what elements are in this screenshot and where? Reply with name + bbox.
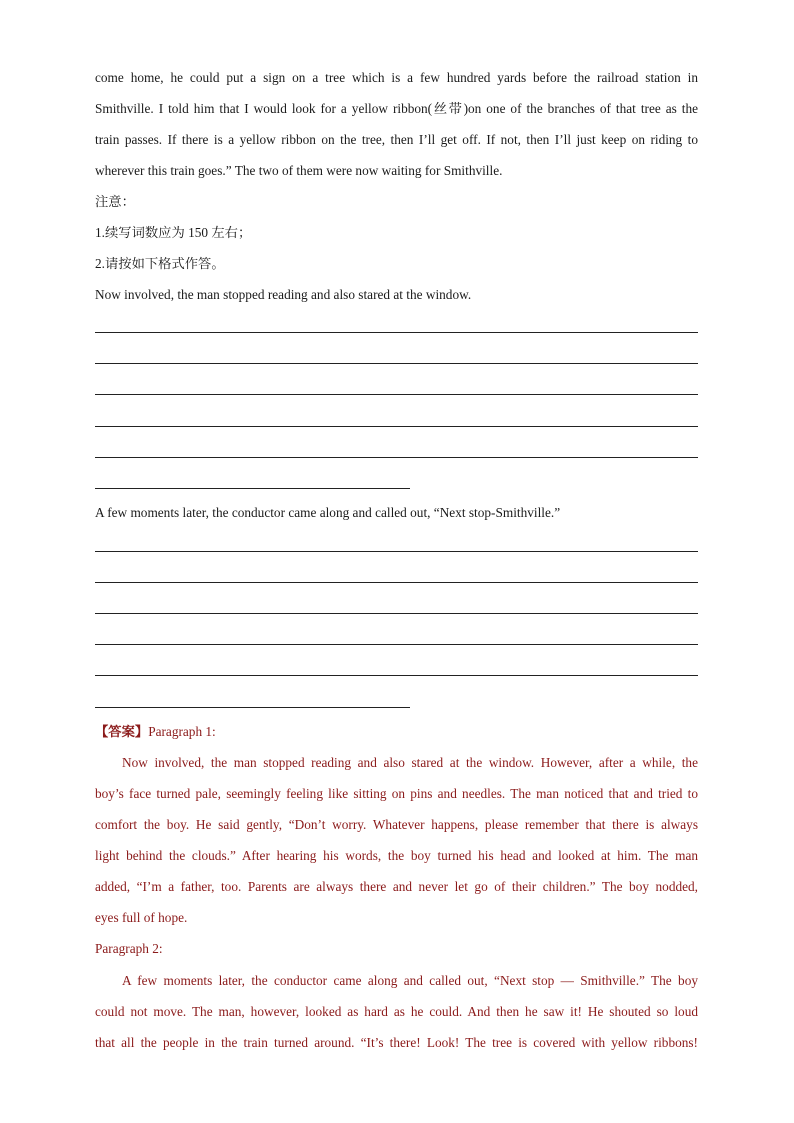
story-line: Smithville. I told him that I would look for a yellow ribbon(丝带)on one of the branches of that tree as the xyxy=(95,101,698,116)
answer-line: eyes full of hope. xyxy=(95,910,188,925)
story-line: wherever this train goes.” The two of them were now waiting for Smithville. xyxy=(95,163,503,178)
answer-line: boy’s face turned pale, seemingly feeling like sitting on pins and needles. The man noticed that and tried to xyxy=(95,786,698,801)
writing-line xyxy=(95,457,698,458)
writing-line xyxy=(95,426,698,427)
answer-header xyxy=(95,716,698,747)
writing-line xyxy=(95,332,698,333)
answer-line: Now involved, the man stopped reading and also stared at the window. However, after a while, the xyxy=(122,755,698,770)
prompt-paragraph-2: A few moments later, the conductor came along and called out, “Next stop-Smithville.” xyxy=(95,505,561,520)
answer-line: could not move. The man, however, looked as hard as he could. And then he saw it! He shouted so loud xyxy=(95,1004,698,1019)
writing-line xyxy=(95,488,410,489)
prompt-paragraph-1: Now involved, the man stopped reading and also stared at the window. xyxy=(95,287,472,302)
notes-heading: 注意： xyxy=(95,194,135,209)
notes-item: 2.请按如下格式作答。 xyxy=(95,256,225,271)
notes-item: 1.续写词数应为 150 左右； xyxy=(95,225,252,240)
answer-line: added, “I’m a father, too. Parents are always there and never let go of their children.” The boy nodded, xyxy=(95,879,698,894)
paragraph-1-title: Paragraph 1: xyxy=(148,724,216,739)
answer-line: A few moments later, the conductor came along and called out, “Next stop — Smithville.” The boy xyxy=(122,973,698,988)
writing-line xyxy=(95,551,698,552)
writing-line xyxy=(95,613,698,614)
writing-line xyxy=(95,582,698,583)
answer-line: comfort the boy. He said gently, “Don’t worry. Whatever happens, please remember that there is always xyxy=(95,817,698,832)
story-line: train passes. If there is a yellow ribbon on the tree, then I’ll get off. If not, then I’ll just keep on riding to xyxy=(95,132,698,147)
answer-label: 【答案】 xyxy=(95,724,149,739)
writing-line xyxy=(95,363,698,364)
writing-line xyxy=(95,675,698,676)
paragraph-2-title: Paragraph 2: xyxy=(95,941,163,956)
story-line: come home, he could put a sign on a tree which is a few hundred yards before the railroad station in xyxy=(95,70,698,85)
answer-line: that all the people in the train turned around. “It’s there! Look! The tree is covered with yellow ribbons! xyxy=(95,1035,698,1050)
writing-line xyxy=(95,707,410,708)
writing-line xyxy=(95,644,698,645)
writing-line xyxy=(95,394,698,395)
answer-line: light behind the clouds.” After hearing his words, the boy turned his head and looked at him. The man xyxy=(95,848,698,863)
